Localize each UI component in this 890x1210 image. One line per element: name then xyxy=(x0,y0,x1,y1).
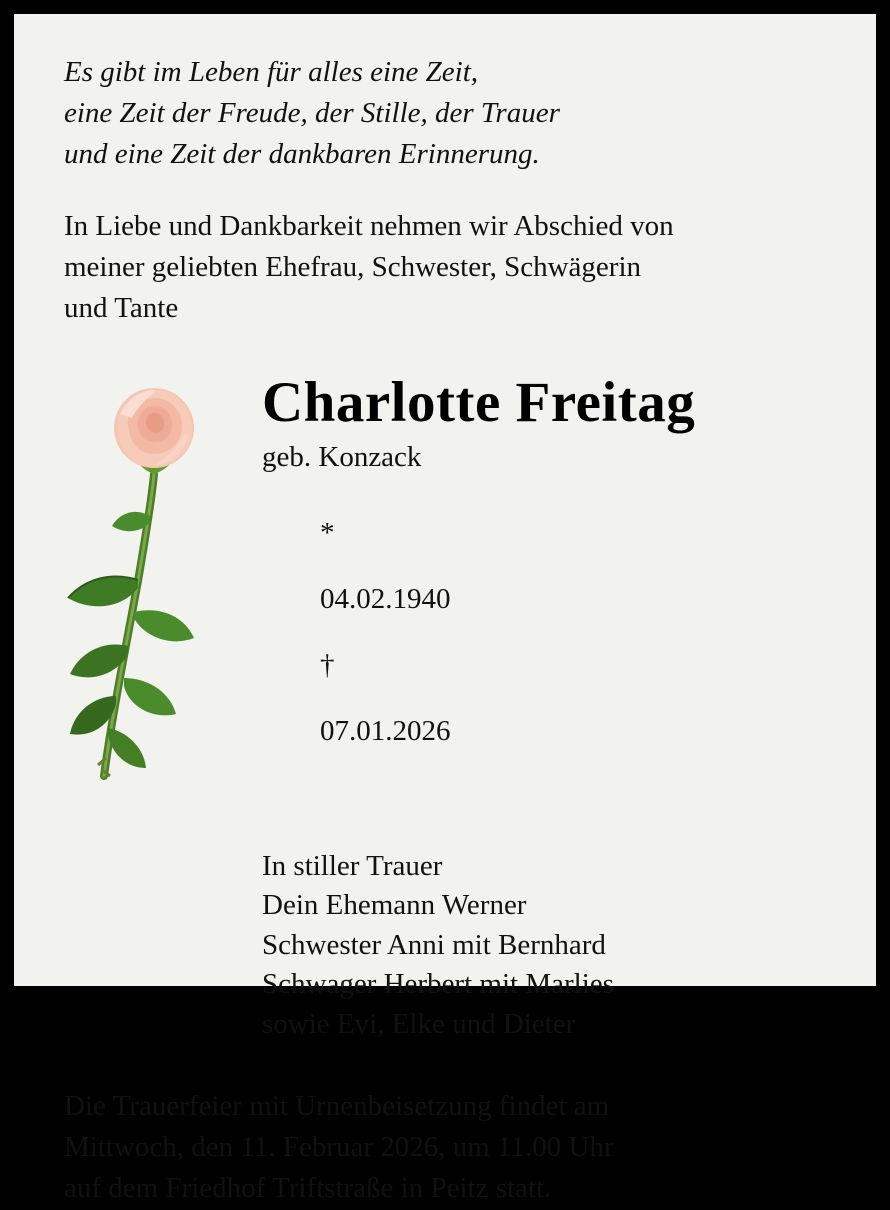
obituary-content xyxy=(14,14,876,1205)
intro-line-1: In Liebe und Dankbarkeit nehmen wir Abschied von xyxy=(64,209,674,242)
mourners-line-1: In stiller Trauer xyxy=(262,849,443,882)
birth-date: 04.02.1940 xyxy=(320,582,451,615)
mourners-line-5: sowie Evi, Elke und Dieter xyxy=(262,1007,576,1040)
mourners-line-4: Schwager Herbert mit Marlies xyxy=(262,968,614,1001)
birth-symbol: * xyxy=(320,516,335,549)
verse-line-2: eine Zeit der Freude, der Stille, der Trauer xyxy=(64,97,560,130)
death-date: 07.01.2026 xyxy=(320,714,451,747)
intro-block xyxy=(64,206,836,330)
funeral-info-block xyxy=(64,1086,836,1210)
deceased-dates xyxy=(262,484,836,781)
mourners-line-3: Schwester Anni mit Bernhard xyxy=(262,928,606,961)
mourners-block xyxy=(262,847,836,1044)
mourners-line-2: Dein Ehemann Werner xyxy=(262,889,527,922)
obituary-card xyxy=(14,14,876,1205)
intro-line-2: meiner geliebten Ehefrau, Schwester, Schwägerin xyxy=(64,250,641,283)
verse-line-3: und eine Zeit der dankbaren Erinnerung. xyxy=(64,138,540,171)
funeral-line-2: Mittwoch, den 11. Februar 2026, um 11.00 Uhr xyxy=(64,1131,614,1164)
death-symbol: † xyxy=(320,648,335,681)
funeral-line-3: auf dem Friedhof Triftstraße in Peitz statt. xyxy=(64,1172,552,1205)
verse-line-1: Es gibt im Leben für alles eine Zeit, xyxy=(64,56,479,88)
funeral-line-1: Die Trauerfeier mit Urnenbeisetzung findet am xyxy=(64,1090,610,1123)
deceased-maiden-name: geb. Konzack xyxy=(262,440,422,473)
verse-block xyxy=(64,52,836,176)
rose-illustration-icon xyxy=(42,366,222,786)
intro-line-3: und Tante xyxy=(64,291,179,324)
deceased-block xyxy=(262,337,836,1044)
deceased-name: Charlotte Freitag xyxy=(262,371,696,435)
